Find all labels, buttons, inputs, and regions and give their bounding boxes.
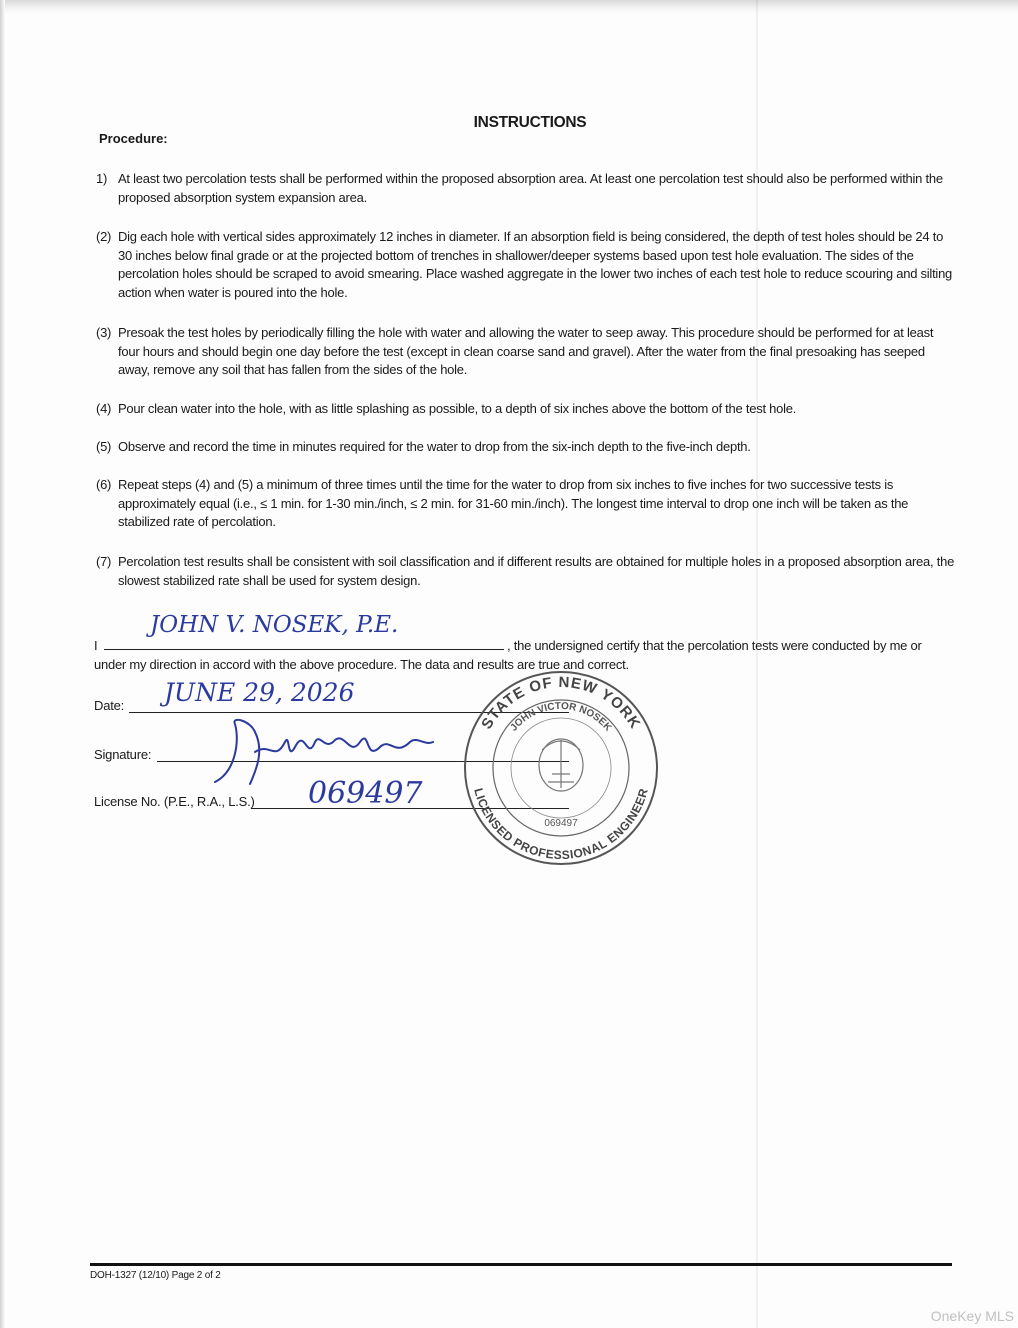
step-2 (96, 228, 956, 302)
step-number: (4) (96, 401, 112, 416)
step-7 (96, 553, 956, 590)
procedure-heading: Procedure: (99, 131, 168, 146)
seal-outer-bottom-text: LICENSED PROFESSIONAL ENGINEER (471, 786, 651, 863)
step-text: Dig each hole with vertical sides approximately 12 inches in diameter. If an absorption field is being considered, the depth of test holes should be 24 to 30 inches below final grade or at the projected bottom of trenches in shallower/deeper systems based upon test hole evaluation. The sides of the percolation holes should be scraped to avoid smearing. Place washed aggregate in the lower two inches of each test hole to reduce scouring and silting action when water is poured into the hole. (118, 229, 953, 300)
page-title: INSTRUCTIONS (473, 114, 587, 131)
footer-rule (90, 1263, 952, 1266)
step-number: (3) (96, 325, 112, 340)
signature-label: Signature: (94, 747, 152, 762)
step-text: Repeat steps (4) and (5) a minimum of three times until the time for the water to drop from six inches to five inches for two successive tests is approximately equal (i.e., ≤ 1 min. for 1-30 min./inch, ≤ 2 min. for 31-60 min./inch). The longest time interval to drop one inch will be taken as the stabilized rate of percolation. (118, 477, 909, 529)
step-text: Observe and record the time in minutes required for the water to drop from the six-inch depth to the five-inch depth. (118, 439, 751, 454)
date-label: Date: (94, 698, 125, 713)
handwritten-name: JOHN V. NOSEK, P.E. (150, 612, 399, 638)
seal-emblem (539, 739, 583, 791)
step-6 (96, 476, 956, 532)
certification-line-2: under my direction in accord with the above procedure. The data and results are true and correct. (94, 657, 629, 672)
watermark: OneKey MLS (930, 1308, 1014, 1324)
step-number: (5) (96, 439, 112, 454)
step-number: (7) (96, 554, 112, 569)
scan-top-edge (0, 0, 1018, 14)
step-4 (96, 400, 956, 419)
license-label: License No. (P.E., R.A., L.S.) (94, 794, 255, 809)
svg-text:JOHN VICTOR NOSEK (508, 701, 613, 734)
svg-text:STATE OF NEW YORK (478, 674, 644, 732)
certification-prefix: I (94, 638, 98, 653)
name-underline (104, 649, 504, 650)
date-value: JUNE 29, 2026 (164, 678, 355, 707)
seal-inner-top-text: JOHN VICTOR NOSEK (508, 700, 614, 734)
step-3 (96, 324, 956, 380)
certification-line-1: , the undersigned certify that the percolation tests were conducted by me or (507, 638, 922, 653)
step-text: Pour clean water into the hole, with as little splashing as possible, to a depth of six inches above the bottom of the test hole. (118, 401, 797, 416)
step-text: Presoak the test holes by periodically filling the hole with water and allowing the water to seep away. This procedure should be performed for at least four hours and should begin one day before the test (except in clean coarse sand and gravel). After the water from the final presoaking has seeped away, remove any soil that has fallen from the sides of the hole. (118, 325, 934, 377)
step-text: At least two percolation tests shall be performed within the proposed absorption area. At least one percolation test should also be performed within the proposed absorption system expansion area. (118, 171, 943, 205)
step-5 (96, 438, 956, 457)
form-id: DOH-1327 (12/10) Page 2 of 2 (90, 1270, 221, 1281)
step-1 (96, 170, 956, 207)
scan-left-edge (0, 0, 5, 1328)
certification-statement (94, 636, 954, 674)
step-number: (2) (96, 229, 112, 244)
engineer-seal (458, 670, 664, 866)
step-text: Percolation test results shall be consistent with soil classification and if different results are obtained for multiple holes in a proposed absorption area, the slowest stabilized rate shall be used for system design. (118, 554, 955, 588)
seal-outer-top-text: STATE OF NEW YORK (478, 673, 644, 733)
license-value: 069497 (308, 776, 423, 811)
step-number: (6) (96, 477, 112, 492)
seal-number: 069497 (544, 818, 578, 829)
step-number: 1) (96, 171, 108, 186)
